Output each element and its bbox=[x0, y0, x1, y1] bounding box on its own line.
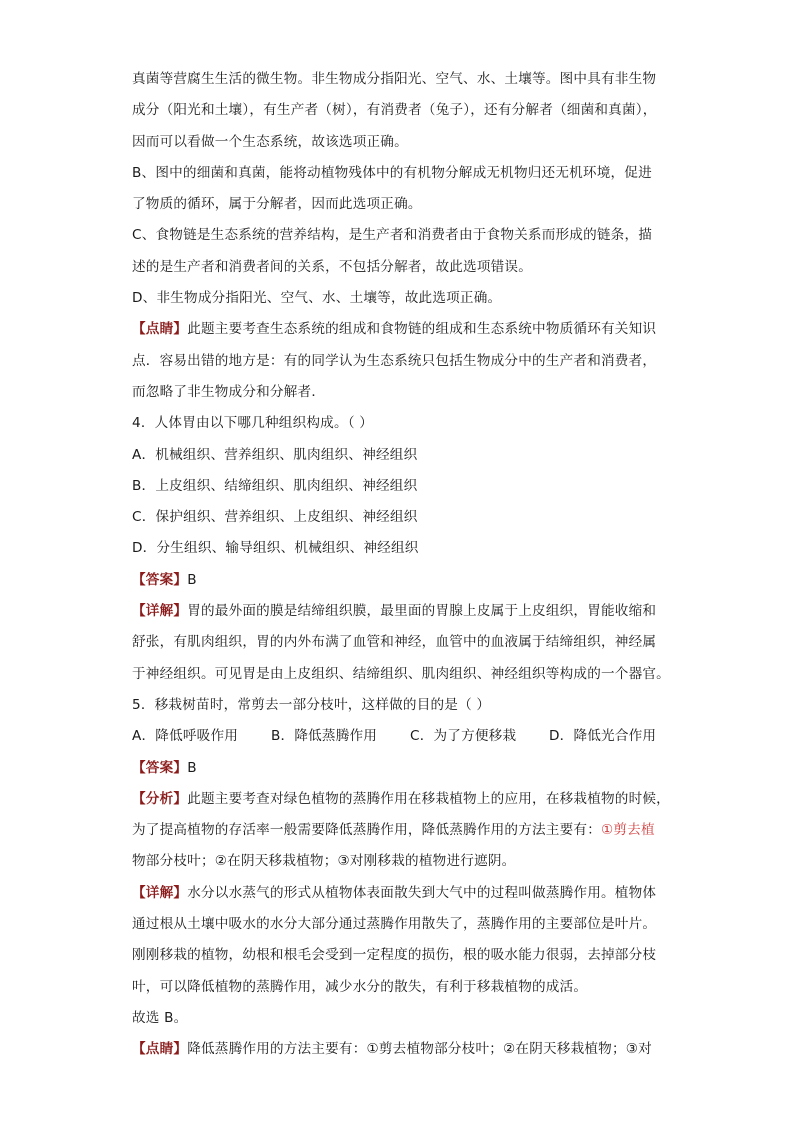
question-4-option-d: D．分生组织、输导组织、机械组织、神经组织 bbox=[132, 540, 419, 557]
answer-tag: 【答案】 bbox=[132, 571, 188, 588]
text-line: 叶，可以降低植物的蒸腾作用，减少水分的散失，有利于移栽植物的成活。 bbox=[132, 978, 588, 995]
text-line: 物部分枝叶；②在阴天移栽植物；③对刚移栽的植物进行遮阴。 bbox=[132, 853, 516, 870]
text-line: 因而可以看做一个生态系统，故该选项正确。 bbox=[132, 133, 408, 150]
analysis-tag: 【分析】 bbox=[132, 790, 188, 807]
text-line bbox=[132, 815, 672, 846]
key-point-tag: 【点睛】 bbox=[132, 321, 188, 338]
key-point-line bbox=[132, 314, 672, 345]
analysis-text: 为了提高植物的存活率一般需要降低蒸腾作用，降低蒸腾作用的方法主要有： bbox=[132, 822, 601, 839]
answer-tag: 【答案】 bbox=[132, 759, 188, 776]
highlight-text: ①剪去植 bbox=[601, 822, 655, 839]
question-5-stem: 5．移栽树苗时，常剪去一部分枝叶，这样做的目的是（ ） bbox=[132, 696, 491, 713]
text-line: 了物质的循环，属于分解者，因而此选项正确。 bbox=[132, 196, 422, 213]
detail-text: 胃的最外面的膜是结缔组织膜，最里面的胃腺上皮属于上皮组织，胃能收缩和 bbox=[187, 603, 657, 620]
question-5-answer bbox=[132, 753, 672, 784]
question-5-detail bbox=[132, 878, 672, 909]
text-line: 点．容易出错的地方是：有的同学认为生态系统只包括生物成分中的生产者和消费者， bbox=[132, 352, 657, 369]
question-4-answer bbox=[132, 565, 672, 596]
detail-tag: 【详解】 bbox=[132, 884, 188, 901]
question-4-stem: 4．人体胃由以下哪几种组织构成。（ ） bbox=[132, 415, 374, 432]
answer-value: B bbox=[187, 571, 197, 588]
text-line: 通过根从土壤中吸水的水分大部分通过蒸腾作用散失了，蒸腾作用的主要部位是叶片。 bbox=[132, 916, 657, 933]
text-line: 而忽略了非生物成分和分解者． bbox=[132, 383, 326, 400]
question-5-analysis bbox=[132, 784, 672, 815]
detail-text: 水分以水蒸气的形式从植物体表面散失到大气中的过程叫做蒸腾作用。植物体 bbox=[187, 884, 657, 901]
text-line: 成分（阳光和土壤），有生产者（树），有消费者（兔子），还有分解者（细菌和真菌）， bbox=[132, 102, 657, 119]
question-5-option-c: C．为了方便移栽 bbox=[410, 728, 517, 745]
question-4-option-a: A．机械组织、营养组织、肌肉组织、神经组织 bbox=[132, 446, 418, 463]
text-line: 真菌等营腐生生活的微生物。非生物成分指阳光、空气、水、土壤等。图中具有非生物 bbox=[132, 71, 657, 87]
question-5-options bbox=[132, 721, 672, 752]
question-5-option-d: D．降低光合作用 bbox=[549, 728, 657, 745]
text-line: 刚刚移栽的植物，幼根和根毛会受到一定程度的损伤，根的吸水能力很弱，去掉部分枝 bbox=[132, 947, 657, 964]
text-line: 舒张，有肌肉组织，胃的内外布满了血管和神经，血管中的血液属于结缔组织，神经属 bbox=[132, 634, 657, 651]
text-line: C、食物链是生态系统的营养结构，是生产者和消费者由于食物关系而形成的链条，描 bbox=[132, 227, 653, 244]
text-line: B、图中的细菌和真菌，能将动植物残体中的有机物分解成无机物归还无机环境，促进 bbox=[132, 164, 652, 181]
answer-value: B bbox=[187, 759, 197, 776]
key-point-tag: 【点睛】 bbox=[132, 1041, 188, 1058]
question-4-option-c: C．保护组织、营养组织、上皮组织、神经组织 bbox=[132, 509, 418, 526]
question-5-option-a: A．降低呼吸作用 bbox=[132, 728, 239, 745]
text-line: 述的是生产者和消费者间的关系，不包括分解者，故此选项错误。 bbox=[132, 258, 533, 275]
question-4-detail bbox=[132, 596, 672, 627]
key-point-text: 降低蒸腾作用的方法主要有：①剪去植物部分枝叶；②在阴天移栽植物；③对 bbox=[187, 1041, 652, 1058]
question-5-option-b: B．降低蒸腾作用 bbox=[271, 728, 378, 745]
analysis-text: 此题主要考查对绿色植物的蒸腾作用在移栽植物上的应用，在移栽植物的时候， bbox=[187, 790, 670, 807]
question-5-key-point bbox=[132, 1034, 672, 1065]
document-page bbox=[132, 64, 672, 1066]
detail-tag: 【详解】 bbox=[132, 603, 188, 620]
question-4-option-b: B．上皮组织、结缔组织、肌肉组织、神经组织 bbox=[132, 477, 418, 494]
key-point-text: 此题主要考查生态系统的组成和食物链的组成和生态系统中物质循环有关知识 bbox=[187, 321, 657, 338]
selection-line: 故选 B。 bbox=[132, 1009, 188, 1026]
text-line: D、非生物成分指阳光、空气、水、土壤等，故此选项正确。 bbox=[132, 290, 502, 307]
text-line: 于神经组织。可见胃是由上皮组织、结缔组织、肌肉组织、神经组织等构成的一个器官。 bbox=[132, 665, 670, 682]
